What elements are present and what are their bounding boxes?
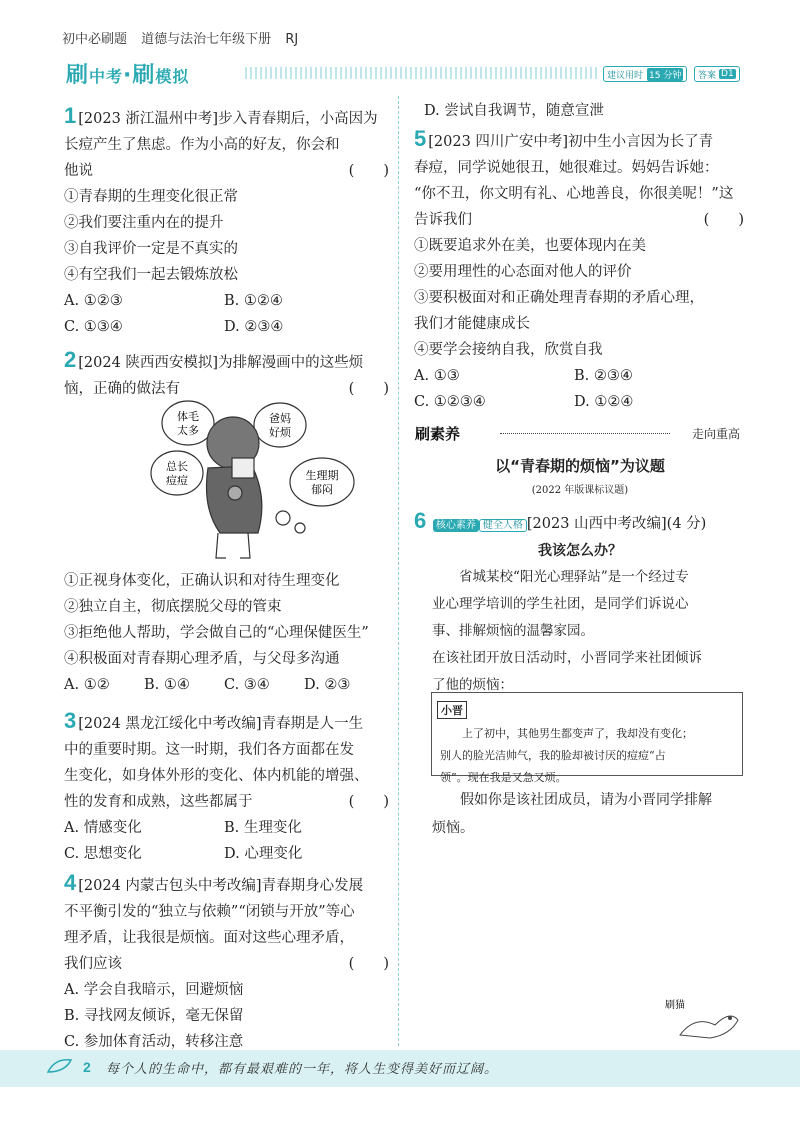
svg-text:好烦: 好烦 <box>269 426 291 439</box>
option-b[interactable]: B. ①④ <box>144 677 190 693</box>
option-d[interactable]: D. ②③④ <box>224 319 284 335</box>
option-a[interactable]: A. 学会自我暗示，回避烦恼 <box>64 982 244 998</box>
svg-text:总长: 总长 <box>166 460 188 473</box>
bubble-text-1: 体毛 <box>177 410 199 423</box>
book-header <box>62 28 308 47</box>
option-c[interactable]: C. ③④ <box>224 677 270 693</box>
svg-text:郁闷: 郁闷 <box>311 483 333 496</box>
page-number: 2 <box>83 1059 91 1075</box>
topic-subtitle: (2022 年版课标议题) <box>531 485 629 496</box>
option-c[interactable]: C. ①②③④ <box>414 394 486 410</box>
column-divider <box>398 96 399 1046</box>
banner-title: 刷中考·刷模拟 <box>66 63 190 88</box>
bubble-1 <box>162 401 214 445</box>
option-d[interactable]: D. ①②④ <box>574 394 634 410</box>
question-3: 3 [2024 黑龙江绥化中考改编]青春期是人一生 中的重要时期。这一时期，我们各方面都在发 生变化，如身体外形的变化、体内机能的增强、 性的发育和成熟，这些都属于 ( ) A. 情感变化 B. 生理变化 C. 思想变化 D. 心理变化 <box>64 708 389 867</box>
topic-title: 以“青春期的烦恼”为议题 <box>495 457 665 475</box>
option-a[interactable]: A. ①② <box>64 677 110 693</box>
option-c[interactable]: C. ①③④ <box>64 319 123 335</box>
svg-text:刷猫: 刷猫 <box>665 1000 685 1011</box>
option-d[interactable]: D. ②③ <box>304 677 351 693</box>
question-6: 6 核心素养 健全人格 [2023 山西中考改编](4 分) <box>414 508 707 533</box>
svg-text:太多: 太多 <box>177 424 199 437</box>
svg-text:痘痘: 痘痘 <box>166 474 188 487</box>
leaf-icon <box>45 1056 75 1076</box>
svg-text:爸妈: 爸妈 <box>269 412 291 425</box>
case-box: 小晋 上了初中，其他男生都变声了，我却没有变化； 别人的脸光洁帅气，我的脸却被讨厌的痘痘“占 领”。现在我是又急又烦。 <box>431 692 743 776</box>
option-c[interactable]: C. 思想变化 <box>64 846 142 862</box>
answer-ref: 答案 D1 <box>694 66 740 82</box>
suggested-time: 建议用时 15 分钟 <box>603 66 687 82</box>
bubble-3 <box>151 451 203 495</box>
footer-motto: 每个人的生命中，都有最艰难的一年，将人生变得美好而辽阔。 <box>106 1062 499 1077</box>
series-name: 初中必刷题 <box>62 32 128 47</box>
q6-body: 省城某校“阳光心理驿站”是一个经过专 业心理学培训的学生社团，是同学们诉说心 事、排解烦恼的温馨家园。 在该社团开放日活动时，小晋同学来社团倾诉 了他的烦恼： <box>432 569 702 693</box>
option-d[interactable]: D. 心理变化 <box>224 846 303 862</box>
option-b[interactable]: B. 寻找网友倾诉，毫无保留 <box>64 1008 244 1024</box>
option-d[interactable]: D. 尝试自我调节，随意宣泄 <box>424 103 604 119</box>
question-1: 1 [2023 浙江温州中考]步入青春期后，小高因为 长痘产生了焦虑。作为小高的好友，你会和 他说 ( ) ①青春期的生理变化很正常 ②我们要注重内在的提升 ③自我评价一定是不真实的 ④有空我们一起去锻炼放松 A. ①②③ B. ①②④ C. ①③④ D. ②③④ <box>64 103 389 340</box>
doodle-cat-icon <box>660 990 745 1045</box>
svg-text:生理期: 生理期 <box>305 469 339 482</box>
bubble-4 <box>290 458 354 506</box>
question-5: 5 [2023 四川广安中考]初中生小言因为长了青 春痘，同学说她很丑，她很难过。妈妈告诉她： “你不丑，你文明有礼、心地善良，你很美呢！”这 告诉我们 ( ) ①既要追求外在美，也要体现内在美 ②要用理性的心态面对他人的评价 ③要积极面对和正确处理青春期的矛盾心理， 我们才能健康成长 ④要学会接纳自我，欣赏自我 A. ①③ B. ②③④ C. ①②③④ D. ①②④ <box>414 126 744 415</box>
option-b[interactable]: B. ②③④ <box>574 368 633 384</box>
cartoon-illustration <box>140 398 380 563</box>
option-b[interactable]: B. ①②④ <box>224 293 283 309</box>
question-2: 2 [2024 陕西西安模拟]为排解漫画中的这些烦 恼，正确的做法有 ( ) <box>64 347 389 397</box>
banner-stripe <box>245 67 597 79</box>
book-title: 道德与法治七年级下册 <box>141 32 272 47</box>
option-a[interactable]: A. ①③ <box>414 368 460 384</box>
q6-question: 假如你是该社团成员，请为小晋同学排解 烦恼。 <box>432 792 712 836</box>
question-4-option-d <box>424 98 744 124</box>
option-c[interactable]: C. 参加体育活动，转移注意 <box>64 1034 244 1050</box>
section-right-label: 走向重高 <box>691 427 740 441</box>
q6-heading: 我该怎么办？ <box>538 543 622 559</box>
question-2-options: ①正视身体变化，正确认识和对待生理变化 ②独立自主，彻底摆脱父母的管束 ③拒绝他人帮助，学会做自己的“心理保健医生” ④积极面对青春期心理矛盾，与父母多沟通 A. ①② B. ①④ C. ③④ D. ②③ <box>64 568 389 698</box>
option-a[interactable]: A. ①②③ <box>64 293 123 309</box>
bubble-2 <box>254 403 306 447</box>
section-header: 刷素养 走向重高 <box>415 425 740 443</box>
option-a[interactable]: A. 情感变化 <box>64 820 142 836</box>
question-4: 4 [2024 内蒙古包头中考改编]青春期身心发展 不平衡引发的“独立与依赖”“闭锁与开放”等心 理矛盾，让我很是烦恼。面对这些心理矛盾， 我们应该 ( ) A. 学会自我暗示，回避烦恼 B. 寻找网友倾诉，毫无保留 C. 参加体育活动，转移注意 <box>64 870 389 1055</box>
option-b[interactable]: B. 生理变化 <box>224 820 302 836</box>
edition-code: RJ <box>285 32 299 47</box>
